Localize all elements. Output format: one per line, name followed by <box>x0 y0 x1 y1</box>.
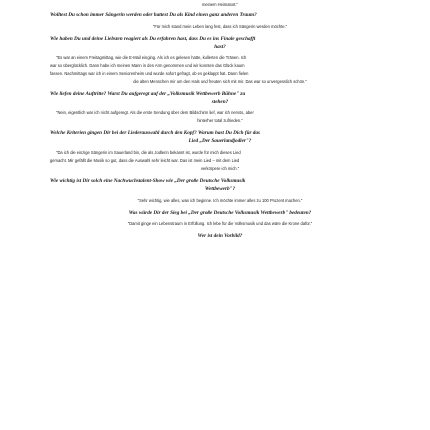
question-line: Wie liefen deine Auftritte? Warst Du aufgeregt auf der „Volksmusik Wettbewerb Bühne" zu <box>50 91 246 97</box>
answer-line: verkörpere ich mich." <box>200 166 240 171</box>
answer-line: meinem Heimatort." <box>201 2 239 7</box>
answer-line: "Damit ginge ein Lebenstraum in Erfüllung. Ich lebe für die Volksmusik und das wäre die Krone dafür." <box>127 221 313 226</box>
answer-line: "Nein, eigentlich war ich nicht aufgeregt. Als die erste Sendung über dem Bildschirm lief, war ich nervös, aber <box>56 110 254 115</box>
answer-line: gemacht. Mir gefällt die Musik so gut, dass die Auswahl sehr leicht war. Das ist mein Lied – mit dem Lied <box>50 158 240 163</box>
question-line: Lied „Der Sauerlandjodler"? <box>188 138 252 144</box>
answer-line: "Es war an einem Freitagmittag, wie die E-Mail einging. Als ich es gelesen hatte, kullerten die Tränen. Ich <box>56 55 247 60</box>
question-line: Was würde Dir der Sieg bei „Der große Deutsche Volksmusik Wettbewerb" bedeuten? <box>128 210 312 216</box>
question-line: hast? <box>214 44 226 50</box>
question-line: Wie wichtig ist Dir solch eine Nachwuchstalent-Show wie „Der große Deutsche Volksmusik <box>50 178 246 184</box>
answer-line: "Da ich die einzige Sängerin im Sauerland bin, die als Jodlerin bekannt ist, wurde für mich dieses Lied <box>56 150 241 155</box>
question-line: Wolltest Du schon immer Sängerin werden oder hattest Du als Kind einen ganz anderen Traum? <box>50 12 257 18</box>
question-line: Wettbewerb"? <box>204 186 236 192</box>
answer-line: fassen. Nachmittags war ich in einem Seniorenheim und wurde sofort gefragt, ob es geklappt hat. Dann fielen <box>50 71 249 76</box>
question-line: Wer ist dein Vorbild? <box>197 233 243 239</box>
question-line: Wie haben Du und deine Liebsten reagiert als Du erfahren hast, dass Du es ins Finale geschafft <box>50 36 256 42</box>
question-line: Welche Kriterien gingen Dir bei der Liederauswahl durch den Kopf? Warum hast Du Dich für das <box>50 130 260 136</box>
answer-line: war so überglücklich. Dann habe ich meinen Mann in den Arm genommen und wir konnten das Glück kaum <box>50 63 245 68</box>
answer-line: hinterher total zufrieden." <box>197 118 243 123</box>
question-line: stehen? <box>211 99 229 105</box>
answer-line: die alten Menschen mir um den Hals und freuten sich mit mir. Das war so unvergesslich schön." <box>133 79 307 84</box>
answer-line: "Für mich stand mein Leben lang fest, dass ich Sängerin werden möchte." <box>152 24 288 29</box>
answer-line: "Sehr wichtig, wie alles, was ich beginne. Ich möchte immer alles zu 100 Prozent machen." <box>137 198 303 203</box>
